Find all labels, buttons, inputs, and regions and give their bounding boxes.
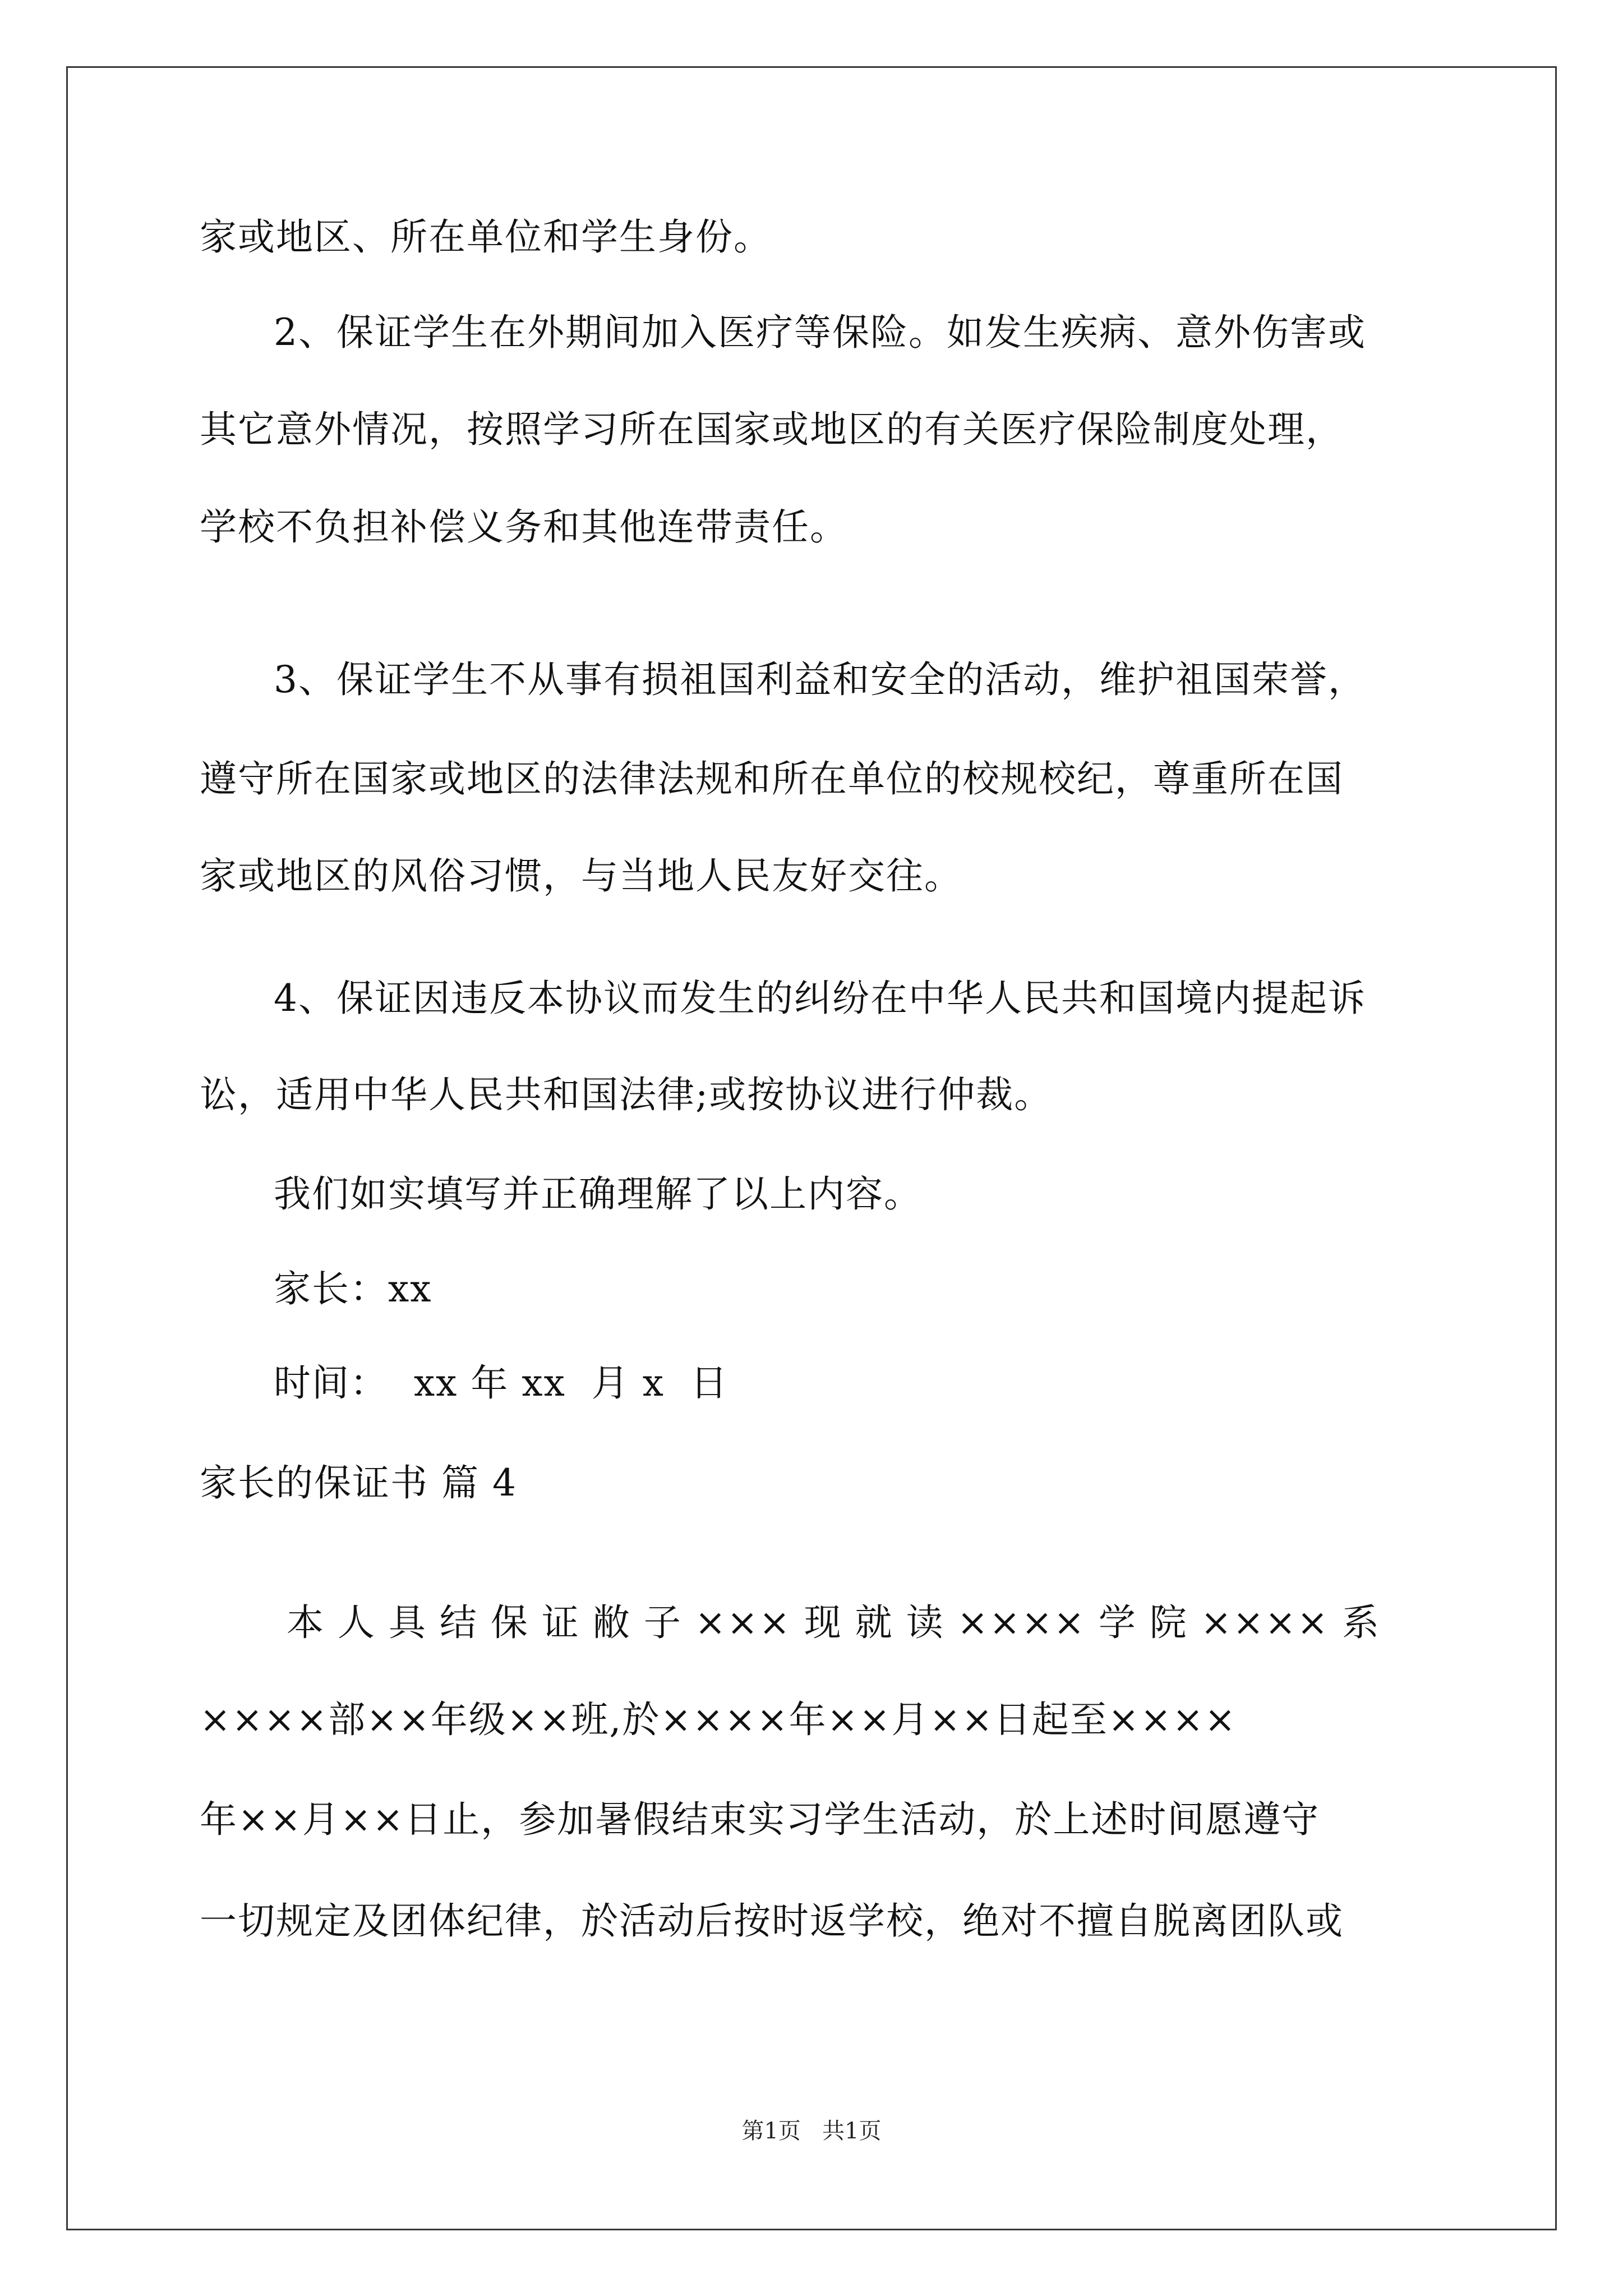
text-line: ××××部××年级××班,於××××年××月××日起至××××	[200, 1698, 1237, 1741]
text-line: 家长：xx	[274, 1267, 432, 1310]
text-line: 4、保证因违反本协议而发生的纠纷在中华人民共和国境内提起诉	[274, 977, 1366, 1020]
text-line: 年××月××日止，参加暑假结束实习学生活动，於上述时间愿遵守	[200, 1798, 1320, 1841]
text-line: 其它意外情况，按照学习所在国家或地区的有关医疗保险制度处理，	[200, 408, 1344, 451]
text-line: 我们如实填写并正确理解了以上内容。	[274, 1172, 922, 1216]
text-line: 学校不负担补偿义务和其他连带责任。	[200, 505, 848, 549]
text-line: 遵守所在国家或地区的法律法规和所在单位的校规校纪，尊重所在国	[200, 757, 1344, 800]
text-line: 本 人 具 结 保 证 敝 子 ××× 现 就 读 ×××× 学 院 ×××× 系	[274, 1601, 1380, 1644]
text-line: 3、保证学生不从事有损祖国利益和安全的活动，维护祖国荣誉，	[274, 658, 1366, 701]
text-line: 家或地区、所在单位和学生身份。	[200, 215, 772, 259]
text-line: 2、保证学生在外期间加入医疗等保险。如发生疾病、意外伤害或	[274, 311, 1366, 354]
text-line: 讼，适用中华人民共和国法律;或按协议进行仲裁。	[200, 1073, 1053, 1116]
text-line: 时间： xx 年 xx 月 x 日	[274, 1361, 728, 1405]
section-heading: 家长的保证书 篇 4	[200, 1461, 517, 1504]
page-number-footer: 第1页 共1页	[741, 2118, 882, 2144]
text-line: 家或地区的风俗习惯，与当地人民友好交往。	[200, 854, 962, 898]
text-line: 一切规定及团体纪律，於活动后按时返学校，绝对不擅自脱离团队或	[200, 1899, 1344, 1943]
